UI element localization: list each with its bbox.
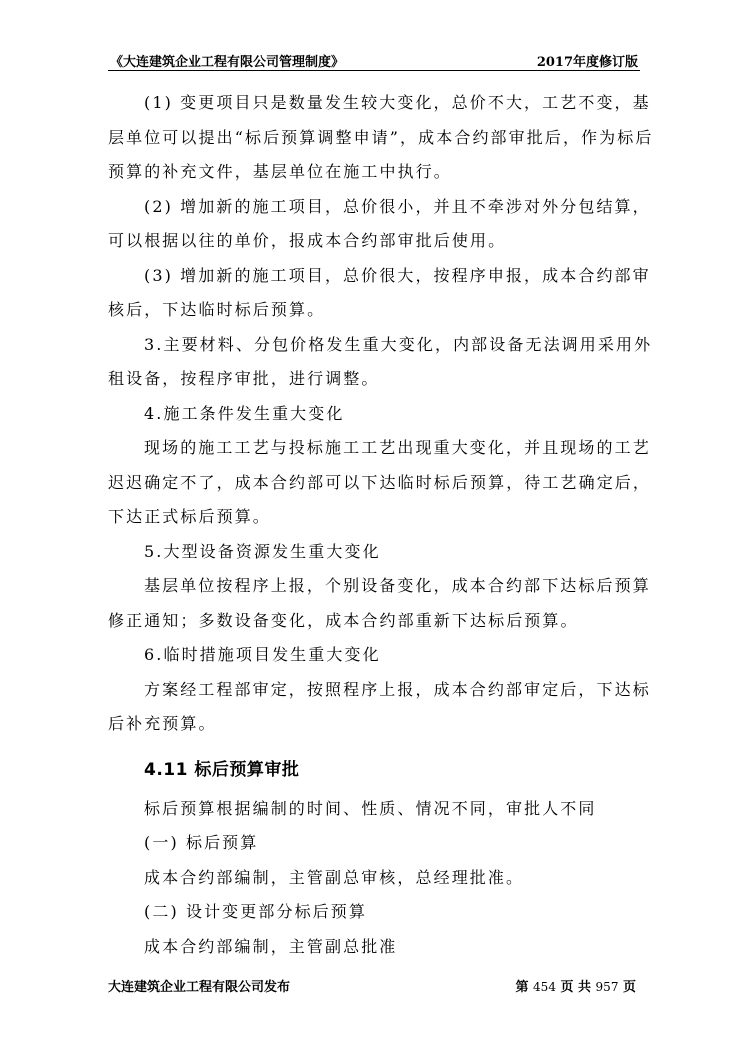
text-line: 6.临时措施项目发生重大变化 [144, 645, 381, 664]
section-heading: 4.11 标后预算审批 [144, 759, 300, 780]
text-line: 基层单位按程序上报，个别设备变化，成本合约部下达标后预算 [144, 576, 651, 595]
page-prefix: 第 [515, 980, 529, 995]
paragraph-10 [108, 673, 651, 742]
text-line: 方案经工程部审定，按照程序上报，成本合约部审定后，下达标 [144, 679, 651, 699]
subheading-5 [108, 535, 640, 570]
document-body [108, 86, 654, 964]
publisher-label: 大连建筑企业工程有限公司发布 [108, 980, 291, 995]
text-line: (2) 增加新的施工项目，总价很小，并且不牵涉对外分包结算， [144, 196, 651, 216]
section-paragraph: (二) 设计变更部分标后预算 [144, 902, 367, 921]
text-line: 4.施工条件发生重大变化 [144, 403, 345, 423]
page-mid: 页 共 [560, 980, 592, 995]
page-number: 454 [533, 980, 556, 994]
section-paragraph: 标后预算根据编制的时间、性质、情况不同，审批人不同 [144, 798, 597, 818]
page-counter [516, 976, 637, 995]
text-line: 修正通知；多数设备变化，成本合约部重新下达标后预算。 [108, 610, 579, 630]
subheading-6 [108, 638, 640, 673]
subheading-4 [108, 397, 640, 432]
text-line: (3) 增加新的施工项目，总价很大，按程序申报，成本合约部审 [144, 265, 651, 285]
text-line: 租设备，按程序审批，进行调整。 [108, 369, 380, 388]
paragraph-4 [108, 328, 653, 397]
page-footer [108, 976, 636, 996]
page-header [108, 48, 640, 71]
text-line: 下达正式标后预算。 [108, 507, 271, 526]
section-paragraph: (一) 标后预算 [144, 833, 259, 852]
edition-label: 2017年度修订版 [536, 55, 638, 70]
section-paragraph: 成本合约部编制，主管副总审核，总经理批准。 [144, 867, 525, 887]
text-line: 迟迟确定不了，成本合约部可以下达临时标后预算，待工艺确定后， [108, 472, 652, 492]
text-line: 后补充预算。 [108, 714, 217, 733]
text-line: 预算的补充文件，基层单位在施工中执行。 [108, 162, 452, 181]
text-line: 5.大型设备资源发生重大变化 [144, 541, 381, 561]
document-title: 《大连建筑企业工程有限公司管理制度》 [110, 55, 345, 70]
paragraph-2 [108, 190, 651, 259]
section-paragraph: 成本合约部编制，主管副总批准 [144, 936, 398, 956]
paragraph-8 [108, 569, 651, 638]
text-line: 现场的施工工艺与投标施工工艺出现重大变化，并且现场的工艺 [144, 438, 651, 457]
total-pages: 957 [595, 980, 619, 994]
text-line: 核后，下达临时标后预算。 [108, 300, 326, 319]
paragraph-3 [108, 259, 651, 328]
text-line: 层单位可以提出“标后预算调整申请”，成本合约部审批后，作为标后 [108, 127, 654, 147]
text-line: (1) 变更项目只是数量发生较大变化，总价不大，工艺不变，基 [144, 93, 651, 112]
paragraph-1 [108, 86, 654, 190]
page-suffix: 页 [622, 980, 636, 995]
text-line: 可以根据以往的单价，报成本合约部审批后使用。 [108, 231, 507, 250]
text-line: 3.主要材料、分包价格发生重大变化，内部设备无法调用采用外 [144, 334, 653, 354]
paragraph-6 [108, 431, 652, 535]
